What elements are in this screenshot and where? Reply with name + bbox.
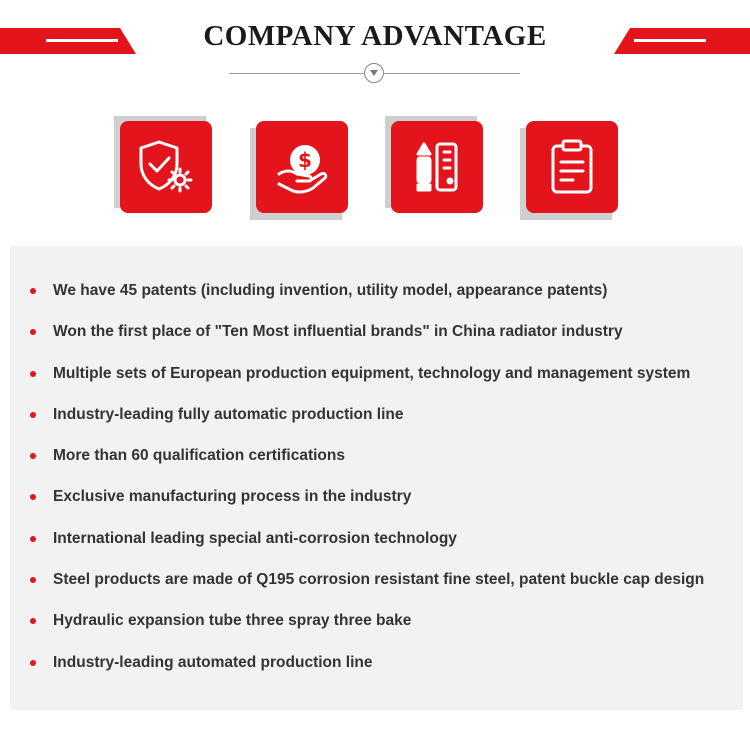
icon-card-price xyxy=(250,116,354,220)
ruler-pencil-icon xyxy=(391,121,483,213)
dollar-hand-icon xyxy=(256,121,348,213)
page-title: COMPANY ADVANTAGE xyxy=(203,20,547,52)
advantages-list xyxy=(10,281,704,694)
advantages-panel xyxy=(10,246,743,710)
bullet-icon xyxy=(30,618,36,624)
bullet-icon xyxy=(30,453,36,459)
bullet-icon xyxy=(30,494,36,500)
list-item: More than 60 qualification certifications xyxy=(10,446,704,487)
bullet-icon xyxy=(30,577,36,583)
bullet-icon xyxy=(30,536,36,542)
list-item: Multiple sets of European production equipment, technology and management system xyxy=(10,364,704,405)
list-item: Won the first place of "Ten Most influential brands" in China radiator industry xyxy=(10,322,704,363)
chevron-down-icon xyxy=(364,63,384,83)
list-item: International leading special anti-corrosion technology xyxy=(10,529,704,570)
bullet-icon xyxy=(30,329,36,335)
list-item: Steel products are made of Q195 corrosion resistant fine steel, patent buckle cap design xyxy=(10,570,704,611)
bullet-icon xyxy=(30,371,36,377)
icon-card-quality xyxy=(114,116,218,220)
icon-card-service xyxy=(520,116,624,220)
divider-line-left xyxy=(229,73,364,74)
list-item: Industry-leading fully automatic production line xyxy=(10,405,704,446)
bullet-icon xyxy=(30,288,36,294)
bullet-icon xyxy=(30,660,36,666)
clipboard-icon xyxy=(526,121,618,213)
divider-line-right xyxy=(384,73,520,74)
list-item: Industry-leading automated production line xyxy=(10,653,704,694)
list-item: Exclusive manufacturing process in the industry xyxy=(10,487,704,528)
list-item: We have 45 patents (including invention, utility model, appearance patents) xyxy=(10,281,704,322)
icon-card-design xyxy=(385,116,489,220)
bullet-icon xyxy=(30,412,36,418)
list-item: Hydraulic expansion tube three spray three bake xyxy=(10,611,704,652)
shield-gear-icon xyxy=(120,121,212,213)
svg-text:$: $ xyxy=(298,148,312,172)
